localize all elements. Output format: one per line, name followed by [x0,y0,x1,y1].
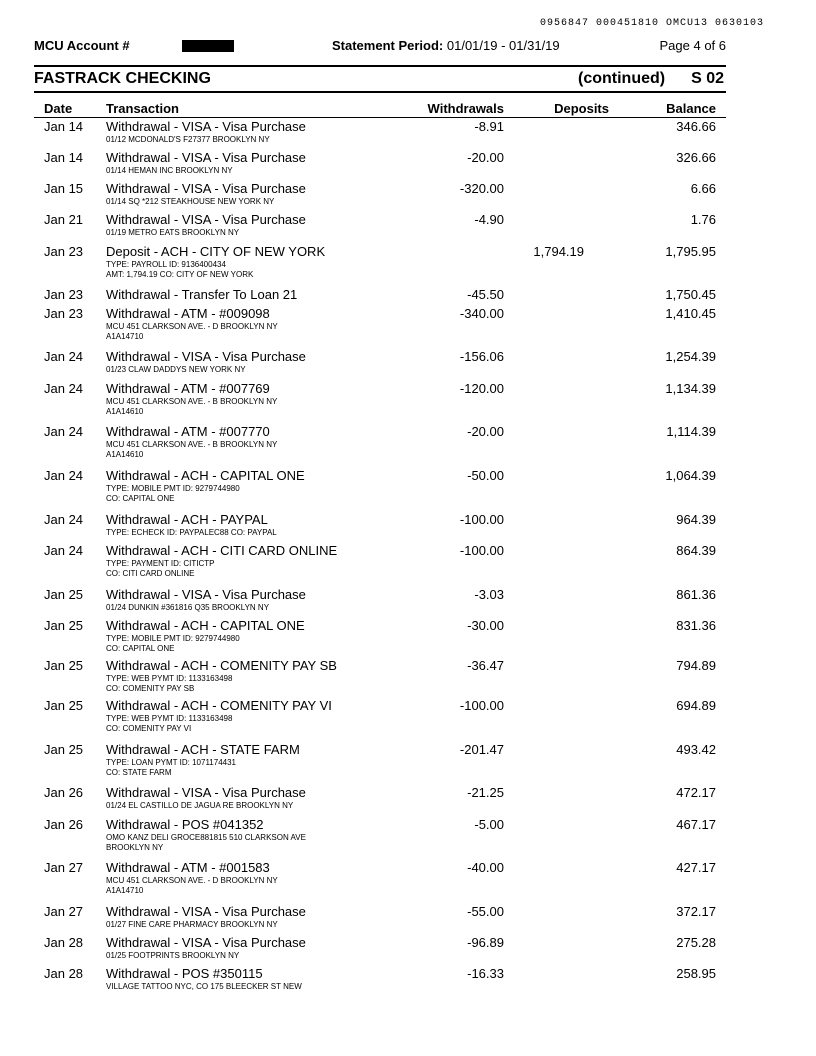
transaction-row [34,817,726,860]
balance-amount: 427.17 [676,860,716,875]
transaction-date: Jan 28 [44,935,84,950]
transaction-description [106,543,406,579]
transaction-title: Withdrawal - POS #350115 [106,966,263,981]
statement-header [34,38,726,54]
column-header-date: Date [44,101,73,116]
transaction-detail: TYPE: PAYMENT ID: CITICTP [106,559,215,568]
transaction-title: Withdrawal - VISA - Visa Purchase [106,904,306,919]
transaction-detail: 01/23 CLAW DADDYS NEW YORK NY [106,365,246,374]
transaction-date: Jan 15 [44,181,84,196]
transaction-row [34,287,726,306]
balance-amount: 1,795.95 [665,244,716,259]
balance-amount: 326.66 [676,150,716,165]
balance-amount: 1,254.39 [665,349,716,364]
transaction-detail: A1A14710 [106,886,144,895]
transaction-row [34,181,726,212]
statement-period-value: 01/01/19 - 01/31/19 [446,38,560,53]
transaction-title: Withdrawal - ACH - STATE FARM [106,742,300,757]
balance-amount: 467.17 [676,817,716,832]
transaction-title: Withdrawal - VISA - Visa Purchase [106,212,306,227]
transaction-title: Withdrawal - ATM - #007770 [106,424,270,439]
balance-amount: 346.66 [676,119,716,134]
transaction-detail: CO: COMENITY PAY SB [106,684,195,693]
transaction-row [34,904,726,935]
balance-amount: 472.17 [676,785,716,800]
transaction-title: Withdrawal - ACH - PAYPAL [106,512,268,527]
withdrawal-amount: -8.91 [474,119,504,134]
balance-amount: 1.76 [690,212,716,227]
transaction-detail: MCU 451 CLARKSON AVE. - D BROOKLYN NY [106,322,278,331]
transaction-detail: A1A14610 [106,407,144,416]
transaction-title: Withdrawal - VISA - Visa Purchase [106,181,306,196]
transaction-date: Jan 23 [44,244,84,259]
balance-amount: 6.66 [690,181,716,196]
transaction-date: Jan 25 [44,618,84,633]
transaction-date: Jan 24 [44,424,84,439]
transaction-description [106,244,406,280]
section-continued: (continued) [578,70,666,87]
transaction-description [106,119,406,145]
transaction-detail: A1A14610 [106,450,144,459]
transaction-title: Withdrawal - ACH - CAPITAL ONE [106,618,305,633]
column-header-transaction: Transaction [106,101,179,116]
column-header-deposits: Deposits [554,101,609,116]
transaction-date: Jan 26 [44,817,84,832]
transaction-row [34,424,726,468]
balance-amount: 258.95 [676,966,716,981]
balance-amount: 1,134.39 [665,381,716,396]
transaction-description [106,658,406,694]
transaction-description [106,618,406,654]
transaction-list [34,119,726,990]
transaction-detail: CO: COMENITY PAY VI [106,724,192,733]
transaction-detail: MCU 451 CLARKSON AVE. - B BROOKLYN NY [106,440,278,449]
transaction-description [106,817,406,853]
transaction-detail: MCU 451 CLARKSON AVE. - B BROOKLYN NY [106,397,278,406]
withdrawal-amount: -4.90 [474,212,504,227]
balance-amount: 831.36 [676,618,716,633]
transaction-date: Jan 27 [44,904,84,919]
transaction-description [106,935,406,961]
transaction-detail: CO: CAPITAL ONE [106,494,175,503]
transaction-date: Jan 25 [44,698,84,713]
balance-amount: 694.89 [676,698,716,713]
withdrawal-amount: -100.00 [459,512,504,527]
transaction-date: Jan 26 [44,785,84,800]
balance-amount: 861.36 [676,587,716,602]
transaction-description [106,587,406,613]
transaction-description [106,966,406,992]
transaction-detail: AMT: 1,794.19 CO: CITY OF NEW YORK [106,270,254,279]
transaction-date: Jan 24 [44,381,84,396]
withdrawal-amount: -55.00 [467,904,504,919]
transaction-title: Withdrawal - ATM - #007769 [106,381,270,396]
transaction-title: Withdrawal - VISA - Visa Purchase [106,150,306,165]
transaction-row [34,468,726,512]
transaction-detail: OMO KANZ DELI GROCE881815 510 CLARKSON AVE [106,833,306,842]
transaction-detail: VILLAGE TATTOO NYC, CO 175 BLEECKER ST NEW [106,982,302,991]
transaction-detail: 01/19 METRO EATS BROOKLYN NY [106,228,240,237]
withdrawal-amount: -36.47 [467,658,504,673]
section-title: FASTRACK CHECKING [34,70,211,87]
withdrawal-amount: -96.89 [467,935,504,950]
column-header-balance: Balance [666,101,716,116]
section-code: S 02 [691,70,724,87]
transaction-date: Jan 24 [44,543,84,558]
transaction-date: Jan 14 [44,119,84,134]
balance-amount: 794.89 [676,658,716,673]
transaction-detail: CO: CAPITAL ONE [106,644,175,653]
transaction-title: Withdrawal - ACH - COMENITY PAY VI [106,698,332,713]
transaction-date: Jan 27 [44,860,84,875]
transaction-row [34,306,726,349]
transaction-description [106,698,406,734]
transaction-row [34,785,726,817]
transaction-detail: 01/14 HEMAN INC BROOKLYN NY [106,166,233,175]
transaction-row [34,543,726,587]
transaction-detail: TYPE: PAYROLL ID: 9136400434 [106,260,226,269]
column-headers [34,101,726,117]
transaction-description [106,349,406,375]
statement-period-label: Statement Period: [332,38,444,53]
transaction-detail: 01/12 MCDONALD'S F27377 BROOKLYN NY [106,135,270,144]
transaction-date: Jan 25 [44,658,84,673]
column-header-divider [34,117,726,118]
transaction-detail: 01/25 FOOTPRINTS BROOKLYN NY [106,951,240,960]
balance-amount: 1,750.45 [665,287,716,302]
section-header [34,70,726,88]
transaction-detail: MCU 451 CLARKSON AVE. - D BROOKLYN NY [106,876,278,885]
transaction-row [34,150,726,181]
transaction-description [106,306,406,342]
transaction-date: Jan 28 [44,966,84,981]
transaction-detail: 01/24 EL CASTILLO DE JAGUA RE BROOKLYN NY [106,801,294,810]
transaction-detail: TYPE: MOBILE PMT ID: 9279744980 [106,634,240,643]
transaction-date: Jan 25 [44,587,84,602]
balance-amount: 372.17 [676,904,716,919]
transaction-title: Withdrawal - VISA - Visa Purchase [106,349,306,364]
transaction-detail: TYPE: WEB PYMT ID: 1133163498 [106,714,233,723]
transaction-detail: TYPE: MOBILE PMT ID: 9279744980 [106,484,240,493]
transaction-date: Jan 24 [44,468,84,483]
transaction-title: Withdrawal - ACH - CITI CARD ONLINE [106,543,338,558]
withdrawal-amount: -201.47 [459,742,504,757]
withdrawal-amount: -100.00 [459,698,504,713]
balance-amount: 964.39 [676,512,716,527]
transaction-title: Withdrawal - ATM - #001583 [106,860,270,875]
transaction-detail: TYPE: ECHECK ID: PAYPALEC88 CO: PAYPAL [106,528,277,537]
transaction-description [106,181,406,207]
transaction-title: Withdrawal - VISA - Visa Purchase [106,119,306,134]
transaction-detail: TYPE: WEB PYMT ID: 1133163498 [106,674,233,683]
transaction-title: Withdrawal - POS #041352 [106,817,264,832]
transaction-row [34,698,726,742]
transaction-detail: BROOKLYN NY [106,843,164,852]
transaction-row [34,512,726,543]
column-header-withdrawals: Withdrawals [427,101,504,116]
account-label: MCU Account # [34,38,130,53]
ocr-code-line: 0956847 000451810 OMCU13 0630103 [539,18,764,29]
transaction-description [106,860,406,896]
transaction-row [34,587,726,618]
deposit-amount: 1,794.19 [533,244,584,259]
transaction-row [34,244,726,287]
transaction-title: Deposit - ACH - CITY OF NEW YORK [106,244,326,259]
transaction-detail: 01/27 FINE CARE PHARMACY BROOKLYN NY [106,920,278,929]
withdrawal-amount: -40.00 [467,860,504,875]
transaction-row [34,935,726,966]
transaction-title: Withdrawal - ATM - #009098 [106,306,270,321]
transaction-detail: 01/24 DUNKIN #361816 Q35 BROOKLYN NY [106,603,270,612]
withdrawal-amount: -156.06 [459,349,504,364]
transaction-description [106,287,406,303]
transaction-description [106,742,406,778]
transaction-row [34,119,726,150]
transaction-description [106,785,406,811]
transaction-detail: 01/14 SQ *212 STEAKHOUSE NEW YORK NY [106,197,275,206]
transaction-date: Jan 24 [44,349,84,364]
withdrawal-amount: -120.00 [459,381,504,396]
transaction-title: Withdrawal - Transfer To Loan 21 [106,287,298,302]
balance-amount: 275.28 [676,935,716,950]
transaction-row [34,212,726,244]
transaction-description [106,150,406,176]
transaction-description [106,512,406,538]
balance-amount: 1,064.39 [665,468,716,483]
balance-amount: 1,114.39 [666,424,716,439]
transaction-detail: CO: CITI CARD ONLINE [106,569,195,578]
transaction-title: Withdrawal - VISA - Visa Purchase [106,935,306,950]
balance-amount: 1,410.45 [665,306,716,321]
transaction-date: Jan 23 [44,306,84,321]
transaction-date: Jan 24 [44,512,84,527]
balance-amount: 493.42 [676,742,716,757]
transaction-title: Withdrawal - VISA - Visa Purchase [106,587,306,602]
balance-amount: 864.39 [676,543,716,558]
withdrawal-amount: -30.00 [467,618,504,633]
transaction-detail: TYPE: LOAN PYMT ID: 1071174431 [106,758,236,767]
transaction-description [106,424,406,460]
withdrawal-amount: -320.00 [459,181,504,196]
transaction-date: Jan 23 [44,287,84,302]
withdrawal-amount: -45.50 [467,287,504,302]
transaction-row [34,966,726,990]
transaction-detail: CO: STATE FARM [106,768,172,777]
transaction-description [106,212,406,238]
withdrawal-amount: -100.00 [459,543,504,558]
transaction-title: Withdrawal - ACH - COMENITY PAY SB [106,658,337,673]
statement-period [332,38,560,53]
transaction-date: Jan 25 [44,742,84,757]
withdrawal-amount: -21.25 [467,785,504,800]
transaction-row [34,618,726,658]
transaction-row [34,860,726,904]
withdrawal-amount: -20.00 [467,424,504,439]
transaction-row [34,742,726,785]
redacted-account-number [182,40,234,52]
withdrawal-amount: -50.00 [467,468,504,483]
transaction-date: Jan 21 [44,212,84,227]
transaction-title: Withdrawal - VISA - Visa Purchase [106,785,306,800]
withdrawal-amount: -5.00 [474,817,504,832]
transaction-row [34,349,726,381]
transaction-row [34,381,726,424]
header-divider [34,65,726,67]
section-divider [34,91,726,93]
transaction-description [106,381,406,417]
transaction-description [106,904,406,930]
transaction-detail: A1A14710 [106,332,144,341]
transaction-date: Jan 14 [44,150,84,165]
transaction-description [106,468,406,504]
withdrawal-amount: -340.00 [459,306,504,321]
page-number: Page 4 of 6 [659,38,726,53]
transaction-row [34,658,726,698]
withdrawal-amount: -3.03 [474,587,504,602]
withdrawal-amount: -16.33 [467,966,504,981]
withdrawal-amount: -20.00 [467,150,504,165]
transaction-title: Withdrawal - ACH - CAPITAL ONE [106,468,305,483]
